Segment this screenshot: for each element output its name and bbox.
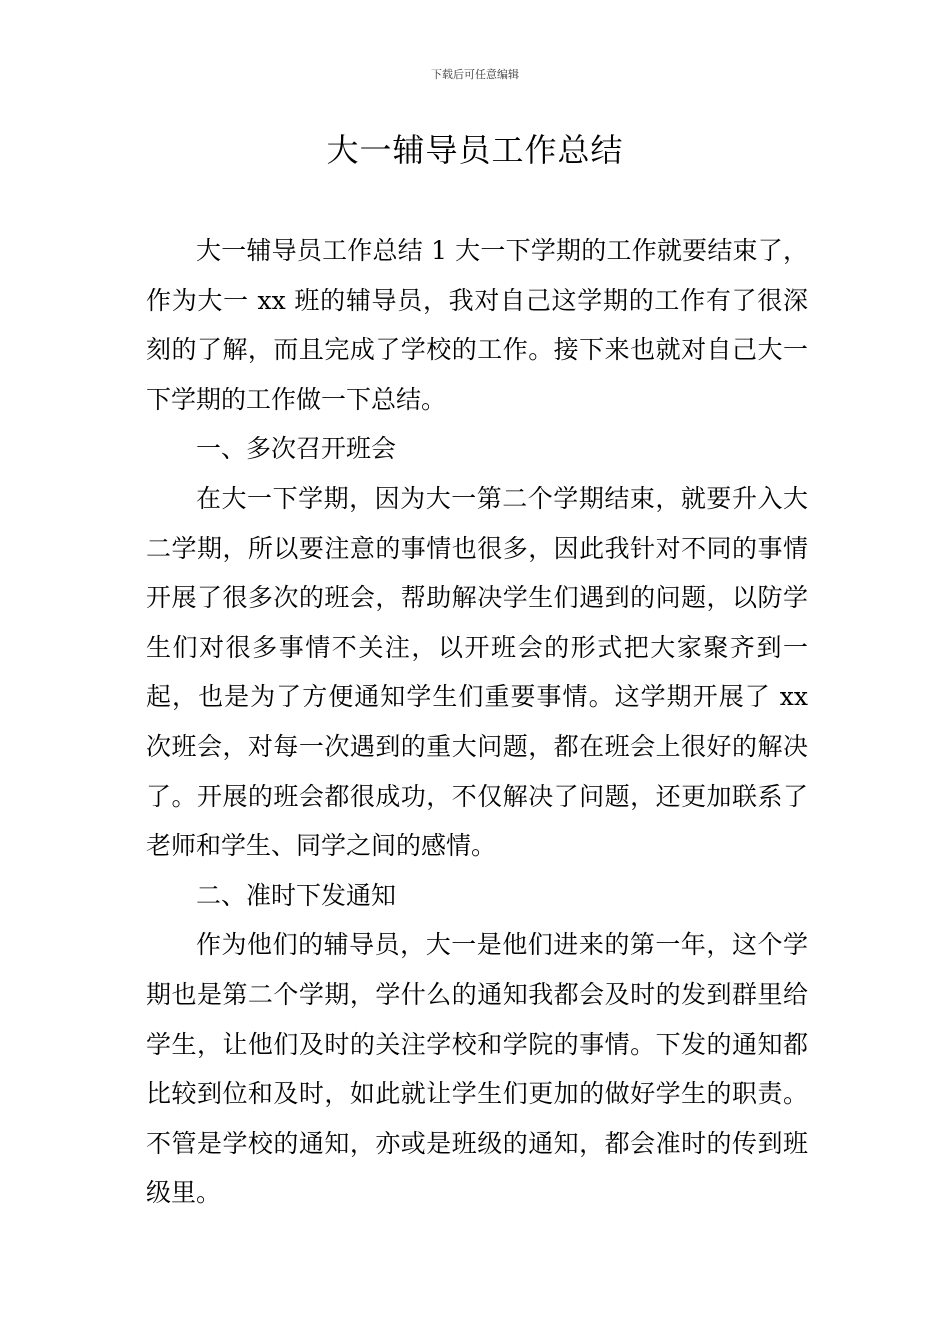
paragraph-section-2: 作为他们的辅导员，大一是他们进来的第一年，这个学期也是第二个学期，学什么的通知我都会及时的发到群里给学生，让他们及时的关注学校和学院的事情。下发的通知都比较到位和及时，如此就让学生们更加的做好学生的职责。不管是学校的通知，亦或是班级的通知，都会准时的传到班级里。 — [146, 930, 808, 1208]
paragraph-intro: 大一辅导员工作总结 1 大一下学期的工作就要结束了，作为大一 xx 班的辅导员，我对自己这学期的工作有了很深刻的了解，而且完成了学校的工作。接下来也就对自己大一下学期的工作做一下总结。 — [146, 236, 808, 414]
document-body — [146, 226, 808, 1218]
header-note: 下载后可任意编辑 — [431, 68, 519, 81]
paragraph-section-1: 在大一下学期，因为大一第二个学期结束，就要升入大二学期，所以要注意的事情也很多，因此我针对不同的事情开展了很多次的班会，帮助解决学生们遇到的问题，以防学生们对很多事情不关注，以开班会的形式把大家聚齐到一起，也是为了方便通知学生们重要事情。这学期开展了 xx 次班会，对每一次遇到的重大问题，都在班会上很好的解决了。开展的班会都很成功，不仅解决了问题，还更加联系了老师和学生、同学之间的感情。 — [146, 483, 808, 861]
document-title: 大一辅导员工作总结 — [326, 131, 624, 169]
section-heading-1: 一、多次召开班会 — [196, 434, 397, 464]
section-heading-2: 二、准时下发通知 — [196, 880, 397, 910]
